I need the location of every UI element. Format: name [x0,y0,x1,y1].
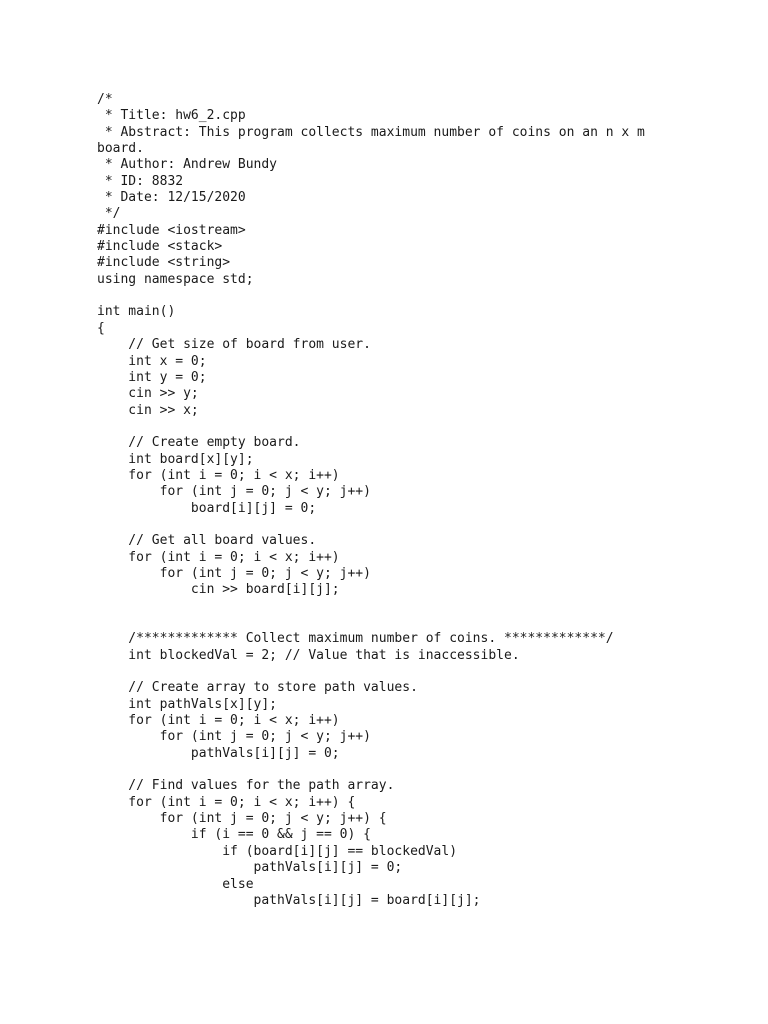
code-line: * Date: 12/15/2020 [97,190,246,206]
code-line: pathVals[i][j] = board[i][j]; [97,892,481,908]
code-line: #include <iostream> [97,222,246,238]
code-line: #include <string> [97,255,231,271]
code-line: // Create empty board. [97,435,301,451]
code-line: #include <stack> [97,239,223,255]
code-line: { [97,320,105,336]
code-line: /************* Collect maximum number of coins. *************/ [97,631,614,647]
code-line: /* [97,92,113,107]
code-line: else [97,876,254,892]
code-line [97,615,757,631]
code-line: int blockedVal = 2; // Value that is inaccessible. [97,647,520,663]
code-line: board[i][j] = 0; [97,500,317,516]
code-line: int x = 0; [97,353,207,369]
code-line: // Find values for the path array. [97,778,395,794]
code-line: for (int i = 0; i < x; i++) [97,549,340,565]
code-line: * Abstract: This program collects maximum number of coins on an n x m [97,124,645,140]
code-line: */ [97,206,121,222]
code-line: for (int j = 0; j < y; j++) [97,484,371,500]
code-line: // Create array to store path values. [97,680,418,696]
code-line: int pathVals[x][y]; [97,696,278,712]
code-line: int board[x][y]; [97,451,254,467]
code-line: int y = 0; [97,369,207,385]
code-line: * Title: hw6_2.cpp [97,108,246,124]
code-line [97,762,757,778]
code-line: // Get all board values. [97,533,317,549]
code-line [97,664,757,680]
code-line: cin >> x; [97,402,199,418]
code-line: cin >> board[i][j]; [97,582,340,598]
source-code-listing [97,92,757,909]
code-line: if (i == 0 && j == 0) { [97,827,371,843]
code-line: for (int j = 0; j < y; j++) [97,565,371,581]
code-line: if (board[i][j] == blockedVal) [97,843,458,859]
code-line: pathVals[i][j] = 0; [97,745,340,761]
code-line: for (int i = 0; i < x; i++) { [97,794,356,810]
code-line: * Author: Andrew Bundy [97,157,278,173]
code-line: pathVals[i][j] = 0; [97,860,403,876]
code-line: for (int j = 0; j < y; j++) [97,729,371,745]
code-line: * ID: 8832 [97,173,184,189]
code-line: // Get size of board from user. [97,337,371,353]
code-line: board. [97,141,144,157]
code-line [97,419,757,435]
code-line: for (int j = 0; j < y; j++) { [97,811,387,827]
code-line [97,599,757,615]
code-line: int main() [97,304,176,320]
code-line: cin >> y; [97,386,199,402]
code-line [97,517,757,533]
code-line [97,288,757,304]
code-line: using namespace std; [97,271,254,287]
code-line: for (int i = 0; i < x; i++) [97,713,340,729]
code-line: for (int i = 0; i < x; i++) [97,467,340,483]
